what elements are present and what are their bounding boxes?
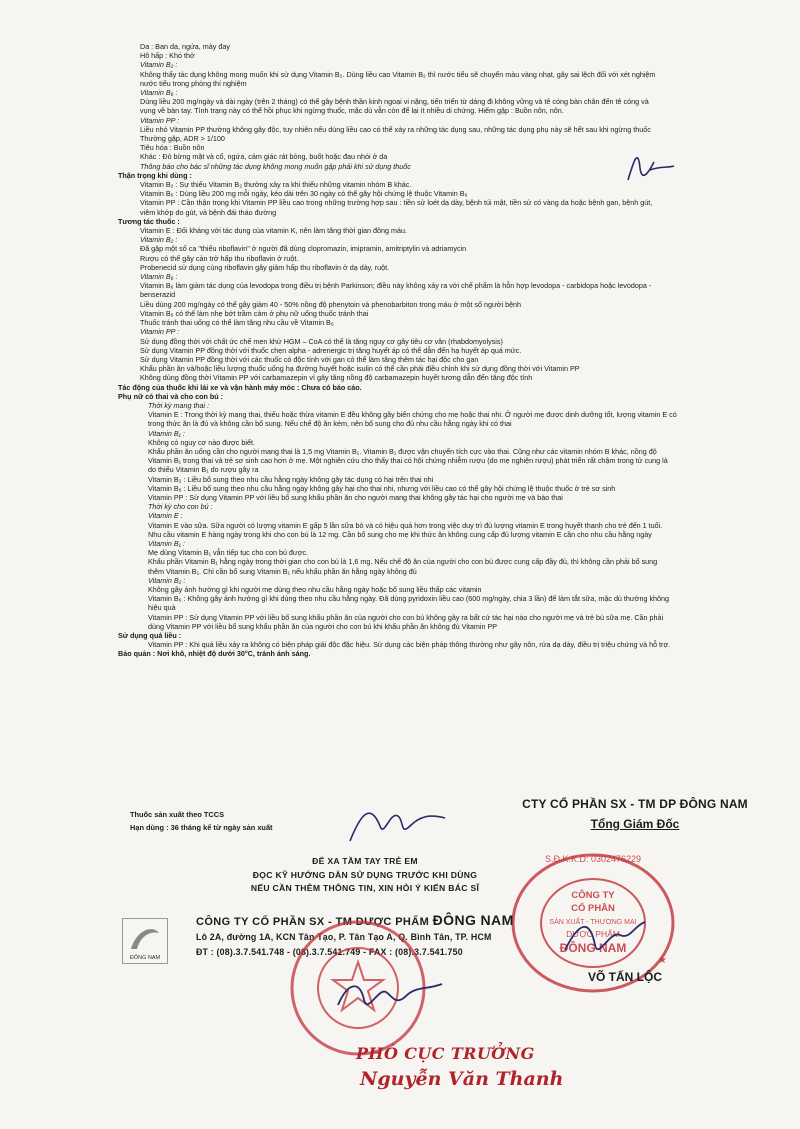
document-line: dùng Vitamin PP với liều bổ sung khẩu phần ăn của người cho con bú khi khẩu phần ăn không đủ Vitamin PP bbox=[148, 621, 498, 631]
svg-text:★: ★ bbox=[658, 955, 667, 966]
document-line: Phụ nữ có thai và cho con bú : bbox=[118, 391, 224, 401]
document-line: Vitamin B₆ : Không gây ảnh hưởng gì khi dùng theo nhu cầu hằng ngày. Đã dùng pyridoxin liều cao (600 mg/ngày, chia 3 lần) để làm tắt sữa, mặc dù thường không bbox=[148, 594, 670, 604]
document-line: hiệu quả bbox=[148, 603, 176, 613]
deputy-title: PHÓ CỤC TRƯỞNG bbox=[356, 1044, 535, 1063]
signer-name: VÕ TẤN LỘC bbox=[588, 970, 662, 984]
mid-signature bbox=[340, 796, 460, 856]
document-line: Da : Ban da, ngứa, mày đay bbox=[140, 42, 230, 51]
document-line: nước tiểu trong phòng thí nghiệm bbox=[140, 78, 247, 88]
company-phone: ĐT : (08).3.7.541.748 - (08).3.7.541.749 - FAX : (08).3.7.541.750 bbox=[196, 947, 463, 957]
document-line: Vitamin B₆ : Dùng liều 200 mg mỗi ngày, kéo dài trên 30 ngày có thể gây hội chứng lệ thuộc Vitamin B₆ bbox=[140, 189, 468, 199]
document-line: Khác : Đỏ bừng mặt và cổ, ngứa, cảm giác rát bỏng, buốt hoặc đau nhói ở da bbox=[140, 152, 388, 162]
company-right-role: Tổng Giám Đốc bbox=[590, 817, 680, 831]
document-line: do thiếu Vitamin B₁ do rượu gây ra bbox=[148, 465, 259, 475]
document-line: Vitamin PP : bbox=[140, 115, 180, 125]
company-address: Lô 2A, đường 1A, KCN Tân Tạo, P. Tân Tạo A, Q. Bình Tân, TP. HCM bbox=[196, 932, 492, 942]
deputy-name: Nguyễn Văn Thanh bbox=[360, 1068, 564, 1090]
document-line: Vitamin B₆ : bbox=[140, 88, 178, 98]
document-line: Vitamin E : bbox=[148, 511, 183, 521]
document-line: Tác động của thuốc khi lái xe và vận hành máy móc : Chưa có báo cáo. bbox=[118, 382, 362, 392]
production-info bbox=[130, 808, 273, 834]
document-line: Dùng liều 200 mg/ngày và dài ngày (trên 2 tháng) có thể gây bệnh thần kinh ngoại vi nặng, tiến triển từ dáng đi không vững và tê cóng bàn chân đến tê cóng và bbox=[140, 97, 649, 107]
document-line: Vitamin B₂ : Liều bổ sung theo nhu cầu hằng ngày không gây tác dụng có hại trên thai nhi bbox=[148, 474, 434, 484]
document-line: Vitamin B₆ : bbox=[140, 272, 178, 282]
document-line: Hô hấp : Khó thở bbox=[140, 51, 195, 61]
standard-text: Thuốc sản xuất theo TCCS bbox=[130, 810, 225, 819]
deputy-signature bbox=[330, 970, 450, 1020]
document-line: Vitamin B₆ làm giảm tác dụng của levodopa trong điều trị bệnh Parkinson; điều này không xảy ra với chế phẩm là hỗn hợp levodopa - carbidopa hoặc levodopa - bbox=[140, 281, 652, 291]
document-line: Khẩu phần ăn và/hoặc liều lượng thuốc uống hạ đường huyết hoặc isulin có thể cần phải điều chỉnh khi sử dụng đồng thời với Vitamin PP bbox=[140, 364, 580, 374]
document-line: Không gây ảnh hưởng gì khi người mẹ dùng theo nhu cầu hằng ngày hoặc bổ sung liều thấp các vitamin bbox=[148, 584, 482, 594]
stamp-line-1: CÔNG TY bbox=[571, 890, 615, 901]
document-line: Vitamin PP : bbox=[140, 327, 180, 337]
shelf-life-text: Hạn dùng : 36 tháng kể từ ngày sản xuất bbox=[130, 823, 273, 832]
document-line: viêm khớp do gút, và bệnh đái tháo đường bbox=[140, 207, 277, 217]
warning-block bbox=[205, 855, 525, 896]
margin-signature bbox=[620, 140, 680, 190]
document-line: Bảo quản : Nơi khô, nhiệt độ dưới 30°C, tránh ánh sáng. bbox=[118, 649, 311, 659]
document-line: Liều nhỏ Vitamin PP thường không gây độc, tuy nhiên nếu dùng liều cao có thể xảy ra những tác dụng sau, những tác dụng phụ này sẽ hết sau khi ngừng thuốc bbox=[140, 124, 651, 134]
document-line: Vitamin B₁ trong thai và trẻ sơ sinh cao hơn ở mẹ. Một nghiên cứu cho thấy thai có hội chứng nhiễm rượu (do mẹ nghiện rượu) phát triển rất chậm trong tử cung là bbox=[148, 456, 668, 466]
stamp-line-4: DƯỢC PHẨM bbox=[566, 929, 620, 939]
document-line: Vitamin B₂ : Sự thiếu Vitamin B₂ thường xảy ra khi thiếu những vitamin nhóm B khác. bbox=[140, 180, 412, 190]
company-name-big: ĐÔNG NAM bbox=[432, 912, 514, 928]
document-line: Rượu có thể gây cản trở hấp thu riboflavin ở ruột. bbox=[140, 253, 299, 263]
document-line: Sử dụng Vitamin PP đồng thời với thuốc chẹn alpha - adrenergic trị tăng huyết áp có thể dẫn đến hạ huyết áp quá mức. bbox=[140, 345, 522, 355]
document-line: Thời kỳ mang thai : bbox=[148, 400, 210, 410]
stamp-line-2: CỔ PHẦN bbox=[571, 903, 615, 914]
document-line: Vitamin E vào sữa. Sữa người có lượng vitamin E gấp 5 lần sữa bò và có hiệu quả hơn trong việc duy trì đủ lượng vitamin E trong huyết thanh cho trẻ đến 1 tuổi. bbox=[148, 520, 663, 530]
document-line: Vitamin B₂ : bbox=[140, 60, 178, 70]
document-line: Tương tác thuốc : bbox=[118, 216, 180, 226]
document-line: Sử dụng đồng thời với chất ức chế men khử HGM – CoA có thể là tăng nguy cơ gây tiêu cơ vân (rhabdomyolysis) bbox=[140, 336, 503, 346]
document-line: Vitamin PP : Khi quá liều xảy ra không có biện pháp giải độc đặc hiệu. Sử dụng các biện pháp thông thường như gây nôn, rửa dạ dày, điều trị triệu chứng và hỗ trợ. bbox=[148, 640, 671, 650]
document-line: Thời kỳ cho con bú : bbox=[148, 502, 213, 512]
document-line: trong thức ăn là đủ và không cần bổ sung. Nếu chế độ ăn kém, nên bổ sung cho đủ nhu cầu hằng ngày khi có thai bbox=[148, 419, 512, 429]
stamp-number: S.Đ.K.K.D: 0302476229 bbox=[544, 854, 642, 864]
director-signature bbox=[560, 910, 650, 970]
company-name-prefix: CÔNG TY CỔ PHẦN SX - TM DƯỢC PHẨM bbox=[196, 916, 430, 928]
document-line: Thường gặp, ADR > 1/100 bbox=[140, 134, 225, 144]
document-line: Vitamin B₆ : Liều bổ sung theo nhu cầu hằng ngày không gây hại cho thai nhi, nhưng với liều cao có thể gây hội chứng lệ thuộc thuốc ở trẻ sơ sinh bbox=[148, 483, 616, 493]
document-line: vụng về bàn tay. Tình trạng này có thể hồi phục khi ngừng thuốc, mặc dù vẫn còn để lại ít nhiều di chứng. Hiếm gặp : Buồn nôn, nôn. bbox=[140, 106, 564, 116]
document-line: Vitamin PP : Sử dụng Vitamin PP với liều bổ sung khẩu phần ăn cho người mang thai không gây tác hại cho người mẹ và bào thai bbox=[148, 492, 563, 502]
document-line: Không có nguy cơ nào được biết. bbox=[148, 437, 255, 447]
document-line: Vitamin E : Trong thời kỳ mang thai, thiếu hoặc thừa vitamin E đều không gây biến chứng cho mẹ hoặc thai nhi. Ở người mẹ được dinh dưỡng tốt, lượng vitamin E có bbox=[148, 410, 677, 420]
document-line: Khẩu phần Vitamin B₁ hằng ngày trong thời gian cho con bú là 1,6 mg. Nếu chế độ ăn của người cho con bú được cung cấp đầy đủ, thì không cần phải bổ sung bbox=[148, 557, 658, 567]
document-line: Khẩu phần ăn uống cần cho người mang thai là 1,5 mg Vitamin B₁. Vitamin B₁ được vận chuyển tích cực vào thai. Cũng như các vitamin nhóm B khác, nồng độ bbox=[148, 446, 657, 456]
document-line: Vitamin B₂ : bbox=[140, 235, 178, 245]
document-line: Không thấy tác dụng không mong muốn khi sử dụng Vitamin B₂. Dùng liều cao Vitamin B₂ thì nước tiểu sẽ chuyển màu vàng nhạt, gây sai lệch đối với xét nghiệm bbox=[140, 69, 656, 79]
document-body bbox=[118, 42, 758, 659]
document-line: Sử dụng quá liều : bbox=[118, 631, 182, 640]
document-line: Liều dùng 200 mg/ngày có thể gây giảm 40 - 50% nồng độ phenytoin và phenobarbiton trong máu ở một số người bệnh bbox=[140, 299, 522, 309]
document-line: Thuốc tránh thai uống có thể làm tăng nhu cầu về Vitamin B₆ bbox=[140, 318, 334, 328]
document-line: Probenecid sử dụng cùng riboflavin gây giảm hấp thu riboflavin ở dạ dày, ruột. bbox=[140, 262, 390, 272]
document-line: Sử dụng Vitamin PP đồng thời với các thuốc có độc tính với gan có thể làm tăng thêm tác hại độc cho gan bbox=[140, 354, 479, 364]
company-logo bbox=[122, 918, 168, 964]
document-line: Đã gặp một số ca "thiếu riboflavin" ở người đã dùng clopromazin, imipramin, amitriptylin và adriamycin bbox=[140, 244, 467, 254]
document-line: benserazid bbox=[140, 290, 176, 300]
document-line: Vitamin B₁ : bbox=[148, 538, 185, 548]
document-line: Không dùng đồng thời Vitamin PP với carbamazepin vì gây tăng nồng độ carbamazepin huyết tương dẫn đến tăng độc tính bbox=[140, 373, 533, 383]
document-line: Vitamin B₁ : bbox=[148, 428, 185, 438]
document-line: Vitamin E : Đối kháng với tác dụng của vitamin K, nên làm tăng thời gian đông máu. bbox=[140, 226, 407, 236]
document-line: Mẹ dùng Vitamin B₁ vẫn tiếp tục cho con bú được. bbox=[148, 548, 309, 558]
stamp-line-3: SẢN XUẤT - THƯƠNG MẠI bbox=[549, 919, 637, 926]
logo-text: ĐÔNG NAM bbox=[129, 955, 161, 961]
company-right-title: CTY CỔ PHẦN SX - TM DP ĐÔNG NAM bbox=[522, 797, 748, 811]
document-line: Tiêu hóa : Buồn nôn bbox=[140, 143, 205, 153]
document-line: thêm Vitamin B₁. Chỉ cần bổ sung Vitamin B₁ nếu khẩu phần ăn hằng ngày không đủ bbox=[148, 566, 417, 576]
company-signature-block bbox=[505, 797, 765, 831]
stamp-line-5: ĐÔNG NAM bbox=[559, 941, 627, 955]
warning-line-3: NẾU CẦN THÊM THÔNG TIN, XIN HỎI Ý KIẾN BÁC SĨ bbox=[250, 883, 480, 893]
warning-line-1: ĐỂ XA TẦM TAY TRẺ EM bbox=[312, 856, 418, 866]
document-line: Thận trọng khi dùng : bbox=[118, 170, 192, 180]
document-line: Nhu cầu vitamin E hàng ngày trong khi cho con bú là 12 mg. Cần bổ sung cho mẹ khi thức ăn không cung cấp đủ lượng vitamin E cần cho nhu cầu hằng ngày bbox=[148, 529, 652, 539]
document-line: Vitamin B₆ có thể làm nhẹ bớt trầm cảm ở phụ nữ uống thuốc tránh thai bbox=[140, 308, 369, 318]
document-line: Vitamin B₂ : bbox=[148, 575, 186, 585]
document-line: Vitamin PP : Cần thận trọng khi Vitamin PP liều cao trong những trường hợp sau : tiền sử loét dạ dày, bệnh túi mật, tiền sử có vàng da hoặc bệnh gan, bệnh gút, bbox=[140, 198, 653, 208]
document-line: Vitamin PP : Sử dụng Vitamin PP với liều bổ sung khẩu phần ăn của người cho con bú không gây ra bất cứ tác hại nào cho người mẹ và trẻ bú sữa mẹ. Cần phải bbox=[148, 612, 664, 622]
document-line: Thông báo cho bác sĩ những tác dụng không mong muốn gặp phải khi sử dụng thuốc bbox=[140, 161, 411, 171]
warning-line-2: ĐỌC KỸ HƯỚNG DẪN SỬ DỤNG TRƯỚC KHI DÙNG bbox=[252, 869, 478, 880]
